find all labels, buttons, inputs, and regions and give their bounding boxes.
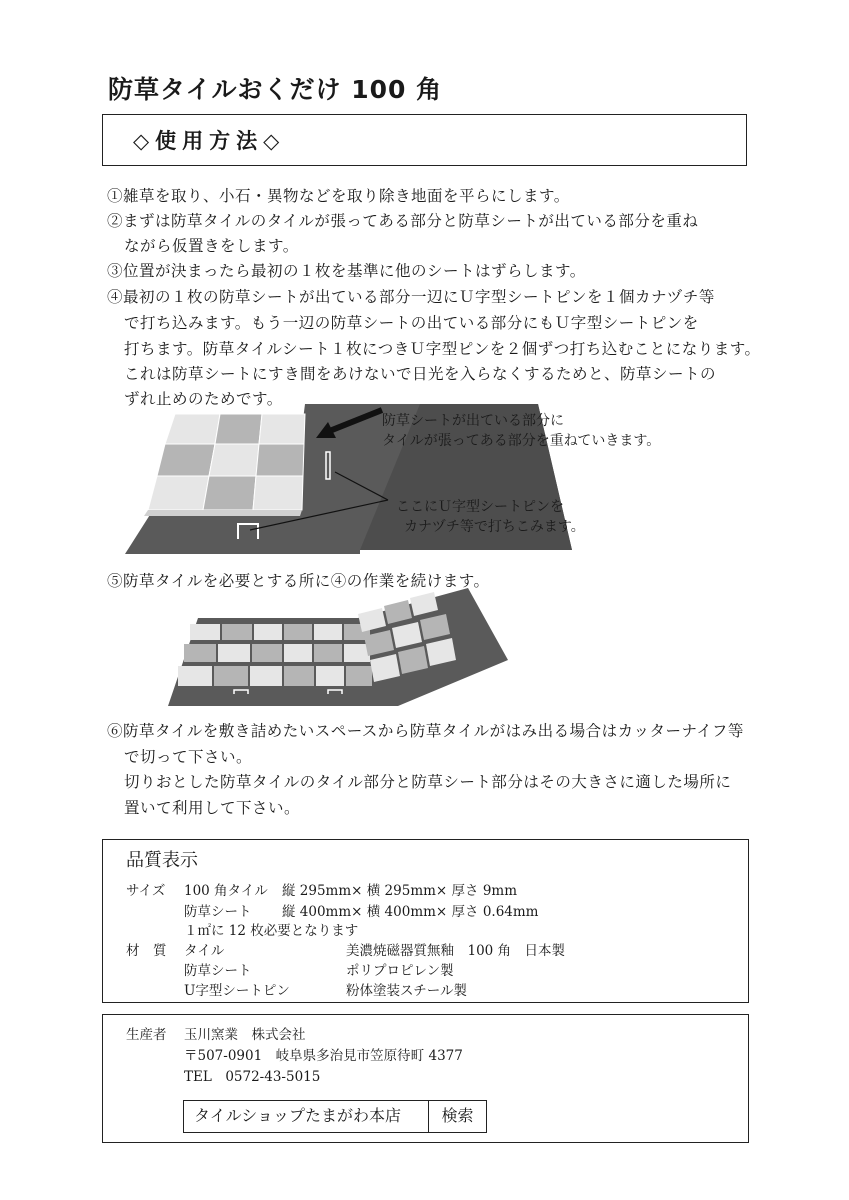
- producer-company: 玉川窯業 株式会社: [184, 1027, 306, 1043]
- step-4-line-2: で打ち込みます。もう一辺の防草シートの出ている部分にもＵ字型シートピンを: [124, 314, 699, 332]
- tile-grid: [148, 414, 305, 510]
- step-2-line-1: ②まずは防草タイルのタイルが張ってある部分と防草シートが出ている部分を重ね: [107, 212, 699, 230]
- material-label: 材 質: [126, 943, 167, 959]
- tile: [253, 476, 303, 510]
- tile: [314, 644, 342, 662]
- note-overlap-2: タイルが張ってある部分を重ねていきます。: [382, 433, 661, 449]
- step-3: ③位置が決まったら最初の１枚を基準に他のシートはずらします。: [107, 262, 586, 280]
- tile: [254, 624, 282, 640]
- size-label: サイズ: [126, 883, 166, 899]
- material-name: 防草シート: [184, 963, 252, 979]
- tile: [314, 624, 342, 640]
- tile: [178, 666, 212, 686]
- tile: [344, 644, 370, 662]
- step-6-line-2: で切って下さい。: [124, 748, 253, 766]
- note-overlap-1: 防草シートが出ている部分に: [382, 413, 564, 429]
- tile: [148, 476, 209, 510]
- page-title: 防草タイルおくだけ 100 角: [108, 75, 443, 104]
- note-pin-1: ここにＵ字型シートピンを: [396, 499, 564, 515]
- material-name: U字型シートピン: [184, 983, 290, 999]
- tile: [214, 666, 248, 686]
- note-pin-2: カナヅチ等で打ちこみます。: [404, 519, 585, 535]
- tile: [259, 414, 305, 444]
- usage-heading-box: [102, 114, 747, 166]
- step-4-line-5: ずれ止めのためです。: [124, 390, 283, 408]
- material-name: タイル: [184, 943, 225, 959]
- tile: [284, 666, 314, 686]
- figure-continuous-laying: [168, 588, 518, 710]
- tile: [203, 476, 256, 510]
- tile: [184, 644, 216, 662]
- step-4-line-1: ④最初の１枚の防草シートが出ている部分一辺にＵ字型シートピンを１個カナヅチ等: [107, 288, 715, 306]
- step-4-line-3: 打ちます。防草タイルシート１枚につきＵ字型ピンを２個ずつ打ち込むことになります。: [124, 340, 761, 358]
- tile: [316, 666, 344, 686]
- step-5: ⑤防草タイルを必要とする所に④の作業を続けます。: [107, 572, 490, 590]
- tile: [209, 444, 259, 476]
- material-value: 美濃焼磁器質無釉 100 角 日本製: [346, 943, 566, 959]
- step-2-line-2: ながら仮置きをします。: [124, 237, 299, 255]
- tile: [218, 644, 250, 662]
- tile: [222, 624, 252, 640]
- step-6-line-1: ⑥防草タイルを敷き詰めたいスペースから防草タイルがはみ出る場合はカッターナイフ等: [107, 722, 744, 740]
- step-1: ①雑草を取り、小石・異物などを取り除き地面を平らにします。: [107, 187, 570, 205]
- tile: [284, 644, 312, 662]
- tile: [250, 666, 282, 686]
- size-item-2-dims: 縦 400mm× 横 400mm× 厚さ 0.64mm: [282, 904, 539, 920]
- tile: [165, 414, 220, 444]
- material-value: 粉体塗装スチール製: [346, 983, 467, 999]
- producer-tel: TEL 0572-43-5015: [184, 1069, 321, 1085]
- tile: [215, 414, 262, 444]
- size-item-1: 100 角タイル: [184, 883, 268, 899]
- size-item-1-dims: 縦 295mm× 横 295mm× 厚さ 9mm: [282, 883, 518, 899]
- tile: [157, 444, 215, 476]
- size-note: １㎡に 12 枚必要となります: [184, 923, 359, 939]
- step-6-line-3: 切りおとした防草タイルのタイル部分と防草シート部分はその大きさに適した場所に: [124, 773, 732, 791]
- tile: [284, 624, 312, 640]
- material-value: ポリプロピレン製: [346, 963, 454, 979]
- tile: [252, 644, 282, 662]
- producer-address: 〒507-0901 岐阜県多治見市笠原待町 4377: [184, 1048, 463, 1064]
- quality-heading: 品質表示: [126, 850, 198, 871]
- search-button[interactable]: 検索: [441, 1106, 474, 1125]
- tile: [256, 444, 304, 476]
- step-6-line-4: 置いて利用して下さい。: [124, 799, 301, 817]
- tile: [346, 666, 372, 686]
- producer-label: 生産者: [126, 1027, 167, 1043]
- tile: [190, 624, 220, 640]
- shop-search-text[interactable]: タイルショップたまがわ本店: [184, 1101, 429, 1132]
- tile-edge: [144, 510, 302, 516]
- size-item-2: 防草シート: [184, 904, 252, 920]
- step-4-line-4: これは防草シートにすき間をあけないで日光を入らなくするためと、防草シートの: [124, 365, 717, 383]
- shop-search-bar: [183, 1100, 487, 1133]
- usage-heading: ◇使用方法◇: [133, 129, 286, 153]
